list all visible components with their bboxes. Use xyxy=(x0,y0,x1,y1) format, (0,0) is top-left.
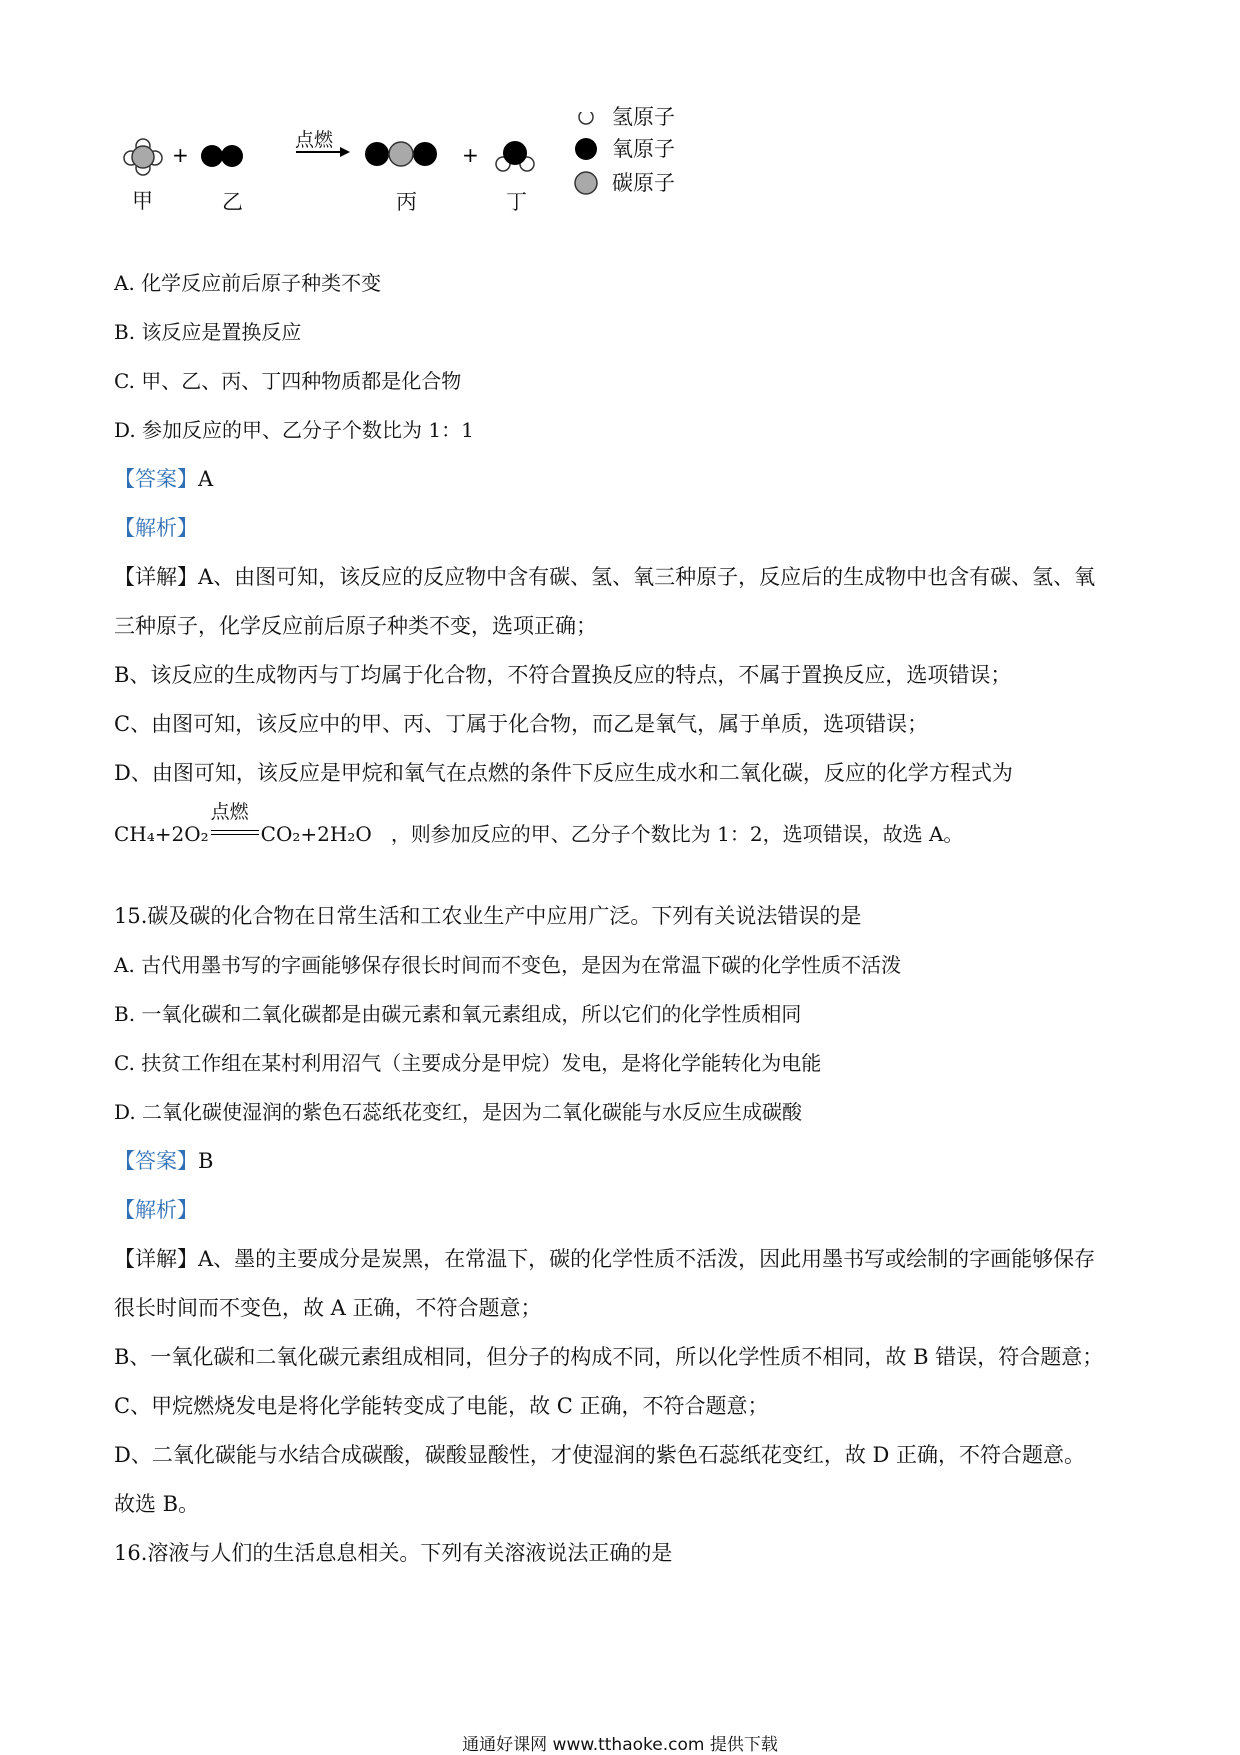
equation-condition-mark xyxy=(209,801,261,848)
q15-option-c: C. 扶贫工作组在某村利用沼气（主要成分是甲烷）发电，是将化学能转化为电能 xyxy=(114,1051,822,1075)
q14-option-b: B. 该反应是置换反应 xyxy=(114,320,302,344)
q15-option-d: D. 二氧化碳使湿润的紫色石蕊纸花变红，是因为二氧化碳能与水反应生成碳酸 xyxy=(114,1100,803,1124)
q14-detail-line-2: 三种原子，化学反应前后原子种类不变，选项正确； xyxy=(114,614,597,638)
water-molecule xyxy=(496,141,534,171)
label-bing: 丙 xyxy=(396,190,417,214)
q14-detail-line-4: C、由图可知，该反应中的甲、丙、丁属于化合物，而乙是氧气，属于单质，选项错误； xyxy=(114,712,929,736)
legend-hydrogen: 氢原子 xyxy=(612,105,675,129)
carbon-dioxide-molecule xyxy=(365,142,437,166)
detail-tag: 【详解】 xyxy=(114,565,198,589)
q14-option-a: A. 化学反应前后原子种类不变 xyxy=(114,271,382,295)
q14-option-c: C. 甲、乙、丙、丁四种物质都是化合物 xyxy=(114,369,462,393)
legend-oxygen: 氧原子 xyxy=(612,137,675,161)
q15-option-b: B. 一氧化碳和二氧化碳都是由碳元素和氧元素组成，所以它们的化学性质相同 xyxy=(114,1002,802,1026)
q15-option-a: A. 古代用墨书写的字画能够保存很长时间而不变色，是因为在常温下碳的化学性质不活泼 xyxy=(114,953,902,977)
q15-analysis-tag xyxy=(114,1196,198,1224)
molecule-diagram xyxy=(110,112,790,242)
q14-answer xyxy=(114,465,213,493)
plus-sign: + xyxy=(172,143,189,167)
methane-molecule xyxy=(124,139,162,175)
hydrogen-atom-symbol xyxy=(579,112,593,124)
answer-tag: 【答案】 xyxy=(114,467,198,491)
q14-detail-line-3: B、该反应的生成物丙与丁均属于化合物，不符合置换反应的特点，不属于置换反应，选项错误； xyxy=(114,663,1012,687)
carbon-atom-symbol xyxy=(575,172,597,194)
label-yi: 乙 xyxy=(222,190,243,214)
analysis-tag: 【解析】 xyxy=(114,516,198,540)
q15-detail-line-5: D、二氧化碳能与水结合成碳酸，碳酸显酸性，才使湿润的紫色石蕊纸花变红，故 D 正确，不符合题意。 xyxy=(114,1443,1086,1467)
reaction-diagram xyxy=(110,105,790,246)
q14-detail-line-1 xyxy=(114,563,1095,591)
q15-stem: 15.碳及碳的化合物在日常生活和工农业生产中应用广泛。下列有关说法错误的是 xyxy=(114,904,862,928)
detail-text: A、墨的主要成分是炭黑，在常温下，碳的化学性质不活泼，因此用墨书写或绘制的字画能够保存 xyxy=(198,1247,1096,1271)
answer-value: A xyxy=(198,467,214,491)
q15-detail-line-4: C、甲烷燃烧发电是将化学能转变成了电能，故 C 正确，不符合题意； xyxy=(114,1394,769,1418)
q14-analysis-tag xyxy=(114,514,198,542)
equation-tail: ，则参加反应的甲、乙分子个数比为 1：2，选项错误，故选 A。 xyxy=(390,822,964,846)
chemical-equation xyxy=(114,801,964,848)
label-jia: 甲 xyxy=(132,189,153,213)
q16-stem: 16.溶液与人们的生活息息相关。下列有关溶液说法正确的是 xyxy=(114,1541,673,1565)
equation-condition: 点燃 xyxy=(210,801,249,823)
page-footer: 通通好课网 www.tthaoke.com 提供下载 xyxy=(462,1735,778,1755)
plus-sign: + xyxy=(462,143,479,167)
oxygen-molecule xyxy=(201,145,243,167)
detail-tag: 【详解】 xyxy=(114,1247,198,1271)
answer-tag: 【答案】 xyxy=(114,1149,198,1173)
equation-left: CH₄+2O₂ xyxy=(114,822,209,846)
equation-right: CO₂+2H₂O xyxy=(260,822,372,846)
arrow-condition-label: 点燃 xyxy=(295,129,334,151)
q15-detail-line-2: 很长时间而不变色，故 A 正确，不符合题意； xyxy=(114,1296,542,1320)
detail-text: A、由图可知，该反应的反应物中含有碳、氢、氧三种原子，反应后的生成物中也含有碳、氢、氧 xyxy=(198,565,1096,589)
q15-detail-line-6: 故选 B。 xyxy=(114,1492,200,1516)
answer-value: B xyxy=(198,1149,214,1173)
q15-detail-line-3: B、一氧化碳和二氧化碳元素组成相同，但分子的构成不同，所以化学性质不相同，故 B 错误，符合题意； xyxy=(114,1345,1104,1369)
q15-answer xyxy=(114,1147,213,1175)
label-ding: 丁 xyxy=(506,190,527,214)
legend-carbon: 碳原子 xyxy=(612,171,675,195)
q14-option-d: D. 参加反应的甲、乙分子个数比为 1：1 xyxy=(114,418,474,442)
analysis-tag: 【解析】 xyxy=(114,1198,198,1222)
oxygen-atom-symbol xyxy=(575,138,597,160)
q14-detail-line-5: D、由图可知，该反应是甲烷和氧气在点燃的条件下反应生成水和二氧化碳，反应的化学方程式为 xyxy=(114,761,1013,785)
q15-detail-line-1 xyxy=(114,1245,1095,1273)
